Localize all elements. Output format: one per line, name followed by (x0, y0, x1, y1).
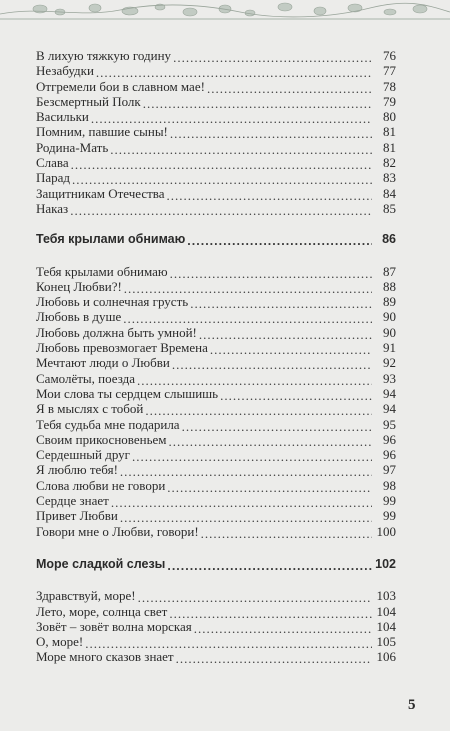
dot-leader (138, 593, 372, 604)
toc-entry (36, 432, 396, 447)
toc-entry-title: Зовёт – зовёт волна морская (36, 618, 192, 634)
toc-entry (36, 340, 396, 355)
toc-entry (36, 417, 396, 432)
dot-leader (132, 451, 372, 462)
toc-entry (36, 386, 396, 401)
dot-leader (72, 175, 372, 186)
dot-leader (124, 283, 372, 294)
section-spacer (36, 248, 396, 264)
toc-entry-page: 87 (383, 263, 396, 279)
toc-entry (36, 79, 396, 94)
toc-entry-title: Тебя крылами обнимаю (36, 232, 186, 247)
toc-entry-title: Лето, море, солнца свет (36, 603, 168, 619)
section-spacer (36, 216, 396, 232)
toc-entry-title: Родина-Мать (36, 139, 109, 155)
toc-entry-page: 88 (383, 278, 396, 294)
toc-entry (36, 294, 396, 309)
toc-entry-title: Наказ (36, 200, 69, 216)
toc-entry (36, 140, 396, 155)
toc-entry (36, 309, 396, 324)
toc-entry (36, 63, 396, 78)
toc-entry-title: Я люблю тебя! (36, 462, 118, 478)
toc-entry (36, 447, 396, 462)
toc-entry-title: Парад (36, 170, 71, 186)
dot-leader (201, 528, 372, 539)
toc-section-heading (36, 557, 396, 572)
toc-entry-title: Сердешный друг (36, 447, 130, 463)
toc-entry-page: 91 (383, 340, 396, 356)
toc-entry-title: Любовь должна быть умной! (36, 324, 197, 340)
toc-entry (36, 94, 396, 109)
toc-entry-title: Незабудки (36, 63, 94, 79)
dot-leader (207, 83, 372, 94)
dot-leader (210, 344, 372, 355)
toc-entry-title: Любовь и солнечная грусть (36, 294, 189, 310)
dot-leader (91, 113, 372, 124)
toc-entry-page: 102 (375, 556, 396, 571)
dot-leader (172, 360, 372, 371)
decorative-vine-ornament (0, 0, 450, 22)
toc-entry-title: Сердце знает (36, 493, 109, 509)
toc-entry (36, 508, 396, 523)
dot-leader (137, 375, 372, 386)
dot-leader (167, 482, 372, 493)
toc-entry-title: Любовь в душе (36, 309, 122, 325)
toc-entry (36, 201, 396, 216)
toc-entry-title: О, море! (36, 634, 84, 650)
toc-entry-page: 100 (376, 523, 396, 539)
toc-entry-page: 94 (383, 401, 396, 417)
toc-entry (36, 279, 396, 294)
toc-section-heading (36, 232, 396, 247)
toc-entry (36, 48, 396, 63)
toc-entry (36, 493, 396, 508)
toc-entry-page: 96 (383, 431, 396, 447)
toc-entry-title: Защитникам Отечества (36, 185, 165, 201)
toc-entry-title: Помним, павшие сыны! (36, 124, 168, 140)
table-of-contents (36, 48, 396, 665)
section-spacer (36, 572, 396, 588)
toc-entry-title: Самолёты, поезда (36, 370, 135, 386)
dot-leader (120, 513, 372, 524)
dot-leader (173, 52, 372, 63)
toc-entry (36, 186, 396, 201)
toc-entry-page: 82 (383, 155, 396, 171)
toc-entry (36, 401, 396, 416)
section-spacer (36, 539, 396, 557)
toc-entry-page: 105 (376, 634, 396, 650)
toc-entry-title: Тебя судьба мне подарила (36, 416, 180, 432)
dot-leader (187, 237, 372, 248)
toc-entry-title: Тебя крылами обнимаю (36, 263, 168, 279)
dot-leader (71, 159, 372, 170)
toc-entry-page: 93 (383, 370, 396, 386)
dot-leader (110, 144, 372, 155)
toc-entry (36, 588, 396, 603)
toc-entry-page: 79 (383, 93, 396, 109)
toc-entry-page: 84 (383, 185, 396, 201)
toc-entry (36, 155, 396, 170)
dot-leader (182, 421, 372, 432)
toc-entry-title: Безсмертный Полк (36, 93, 141, 109)
toc-entry-page: 99 (383, 508, 396, 524)
toc-entry (36, 124, 396, 139)
toc-entry-page: 103 (376, 588, 396, 604)
toc-entry-page: 94 (383, 385, 396, 401)
toc-entry-page: 77 (383, 63, 396, 79)
toc-entry-title: Здравствуй, море! (36, 588, 136, 604)
dot-leader (96, 68, 372, 79)
toc-entry (36, 355, 396, 370)
toc-entry-page: 81 (383, 124, 396, 140)
toc-entry-page: 97 (383, 462, 396, 478)
toc-entry-page: 89 (383, 294, 396, 310)
dot-leader (220, 390, 372, 401)
toc-entry-title: Конец Любви?! (36, 278, 122, 294)
toc-entry (36, 462, 396, 477)
toc-entry-page: 104 (376, 603, 396, 619)
toc-entry-title: Слава (36, 155, 69, 171)
toc-entry-page: 99 (383, 493, 396, 509)
toc-entry-page: 98 (383, 477, 396, 493)
toc-entry-title: Васильки (36, 109, 89, 125)
toc-entry-title: Море много сказов знает (36, 649, 174, 665)
dot-leader (170, 129, 372, 140)
dot-leader (167, 190, 372, 201)
toc-entry-page: 95 (383, 416, 396, 432)
toc-entry-title: Слова любви не говори (36, 477, 166, 493)
toc-entry-page: 92 (383, 355, 396, 371)
toc-entry (36, 478, 396, 493)
toc-entry-page: 104 (376, 618, 396, 634)
dot-leader (111, 497, 372, 508)
toc-entry (36, 634, 396, 649)
toc-entry (36, 371, 396, 386)
dot-leader (190, 298, 372, 309)
toc-entry-page: 85 (383, 200, 396, 216)
toc-entry (36, 170, 396, 185)
dot-leader (123, 314, 372, 325)
toc-entry-title: Любовь превозмогает Времена (36, 340, 208, 356)
dot-leader (143, 98, 372, 109)
toc-entry-page: 86 (382, 232, 396, 247)
toc-entry (36, 619, 396, 634)
toc-entry-title: Говори мне о Любви, говори! (36, 523, 199, 539)
toc-entry-page: 83 (383, 170, 396, 186)
dot-leader (169, 608, 372, 619)
dot-leader (176, 654, 372, 665)
dot-leader (170, 268, 372, 279)
toc-entry-title: Море сладкой слезы (36, 556, 166, 571)
toc-entry-page: 90 (383, 309, 396, 325)
toc-entry (36, 109, 396, 124)
page-number: 5 (408, 697, 416, 713)
dot-leader (194, 623, 372, 634)
toc-entry-title: Своим прикосновеньем (36, 431, 167, 447)
toc-entry-page: 80 (383, 109, 396, 125)
toc-entry-page: 81 (383, 139, 396, 155)
dot-leader (85, 638, 372, 649)
toc-entry-title: Я в мыслях с тобой (36, 401, 144, 417)
toc-entry-page: 76 (383, 48, 396, 63)
dot-leader (167, 561, 372, 572)
toc-entry-page: 78 (383, 78, 396, 94)
toc-entry-title: Мои слова ты сердцем слышишь (36, 385, 219, 401)
dot-leader (120, 467, 372, 478)
dot-leader (145, 406, 372, 417)
toc-entry (36, 264, 396, 279)
dot-leader (169, 436, 373, 447)
toc-entry (36, 649, 396, 664)
toc-entry (36, 524, 396, 539)
toc-entry (36, 325, 396, 340)
toc-entry-title: Отгремели бои в славном мае! (36, 78, 205, 94)
toc-entry-title: В лихую тяжкую годину (36, 48, 172, 63)
toc-entry-title: Привет Любви (36, 508, 118, 524)
toc-entry-title: Мечтают люди о Любви (36, 355, 170, 371)
toc-entry-page: 106 (376, 649, 396, 665)
toc-entry-page: 96 (383, 447, 396, 463)
dot-leader (70, 205, 372, 216)
toc-entry-page: 90 (383, 324, 396, 340)
toc-entry (36, 604, 396, 619)
dot-leader (199, 329, 372, 340)
